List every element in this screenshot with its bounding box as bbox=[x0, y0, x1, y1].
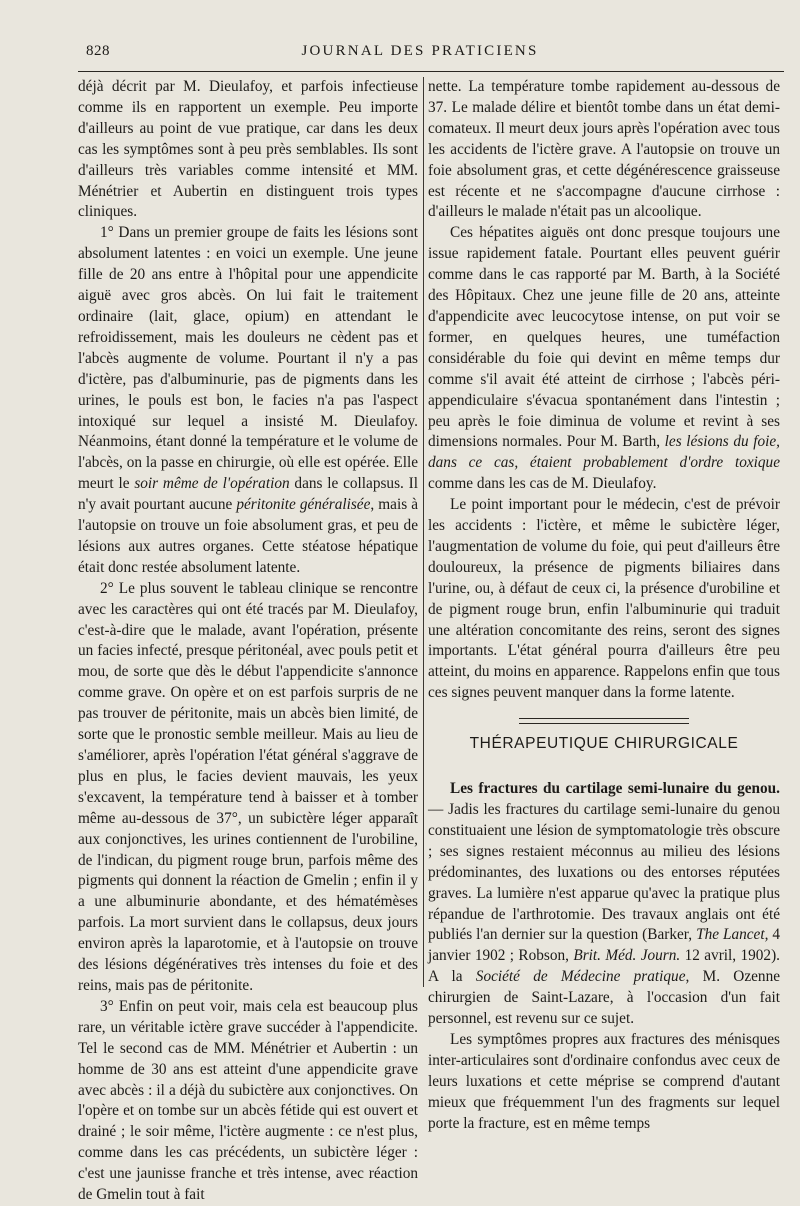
paragraph: déjà décrit par M. Dieulafoy, et parfois infectieuse comme ils en rapportent un exemple. Peu importe d'ailleurs au point de vue pratique, car dans les deux cas les symptômes sont à peu près semblables. Ils sont d'ailleurs très variables comme intensité et MM. Ménétrier et Aubertin en distinguent trois types cliniques. bbox=[78, 78, 418, 221]
paragraph: nette. La température tombe rapidement au-dessous de 37. Le malade délire et bientôt tombe dans un état demi-comateux. Il meurt deux jours après l'opération avec tous les accidents de l'ictère grave. A l'autopsie on trouve un foie absolument gras, et cette dégénérescence graisseuse est récente et ne s'accompagne d'aucune cirrhose : d'ailleurs le malade n'était pas un alcoolique. bbox=[428, 78, 780, 221]
section-heading: THÉRAPEUTIQUE CHIRURGICALE bbox=[469, 735, 739, 753]
column-divider bbox=[423, 77, 424, 987]
paragraph: 2° Le plus souvent le tableau clinique se rencontre avec les caractères qui ont été tracés par M. Dieulafoy, c'est-à-dire que le malade, avant l'opération, présente un facies infecté, presque péritonéal, avec pouls petit et mou, de sorte que dès le début l'appendicite s'annonce comme grave. On opère et on est parfois surpris de ne pas trouver de péritonite, mais un abcès bien limité, de sorte que le pronostic semble meilleur. Mais au lieu de s'améliorer, après l'opération l'état général s'aggrave de plus en plus, le facies devient mauvais, les yeux s'excavent, la température tend à baisser et à tomber même au-dessous de 37°, un subictère léger apparaît aux conjonctives, les urines contiennent de l'urobiline, de l'indican, du pigment rouge brun, parfois même des pigments qui donnent la réaction de Gmelin ; enfin il y a une albuminurie abondante, et des hématémèses parfois. La mort survient dans le collapsus, deux jours environ après la laparotomie, et à l'autopsie on trouve des lésions dégénératives très intenses du foie et des reins, mais pas de péritonite. bbox=[78, 579, 418, 994]
paragraph: Les symptômes propres aux fractures des ménisques inter-articulaires sont d'ordinaire confondus avec ceux de leurs luxations et cette méprise se comprend d'autant mieux que fréquemment l'un des fragments sur lequel porte la fracture, est en même temps bbox=[428, 1030, 780, 1132]
paragraph: Le point important pour le médecin, c'est de prévoir les accidents : l'ictère, et même le subictère léger, l'augmentation de volume du foie, qui peut d'ailleurs être douloureux, la présence de pigments biliaires dans l'urine, ou, à défaut de ceux ci, la présence d'urobiline et de pigment rouge brun, enfin l'albuminurie qui traduit une altération concomitante des reins, seront des signes importants. L'état général pourra d'ailleurs être peu atteint, du moins en apparence. Rappelons enfin que tous ces signes peuvent manquer dans la forme latente. bbox=[428, 496, 780, 702]
article-paragraph: Les fractures du cartilage semi-lunaire du genou. — Jadis les fractures du cartilage semi-lunaire du genou constituaient une lésion de symptomatologie très obscure ; ses signes restaient méconnus au milieu des lésions prédominantes, des luxations ou des entorses réputées graves. La lumière n'est apparue qu'avec la pratique plus répandue de l'arthrotomie. Des travaux anglais ont été publiés l'an dernier sur la question (Barker, The Lancet, 4 janvier 1902 ; Robson, Brit. Méd. Journ. 12 avril, 1902). A la Société de Médecine pratique, M. Ozenne chirurgien de Saint-Lazare, à l'occasion d'un fait personnel, est revenu sur ce sujet. bbox=[428, 780, 781, 1028]
header-rule bbox=[78, 71, 784, 72]
running-head: JOURNAL DES PRATICIENS bbox=[301, 43, 539, 59]
paragraph: 1° Dans un premier groupe de faits les lésions sont absolument latentes : en voici un exemple. Une jeune fille de 20 ans entre à l'hôpital pour une appendicite aiguë avec gros abcès. On lui fait le traitement ordinaire (lait, glace, opium) en attendant le refroidissement, mais les douleurs ne cèdent pas et l'abcès augmente de volume. Pourtant il n'y a pas d'ictère, pas d'albuminurie, pas de pigments dans les urines, le pouls est bon, le facies n'a pas l'aspect intoxiqué sur lequel a insisté M. Dieulafoy. Néanmoins, étant donné la température et le volume de l'abcès, on la passe en chirurgie, où elle est opérée. Elle meurt le soir même de l'opération dans le collapsus. Il n'y avait pourtant aucune péritonite généralisée, mais à l'autopsie on trouve un foie absolument gras, et peu de lésions aux autres organes. Cette stéatose hépatique était donc restée absolument latente. bbox=[78, 224, 419, 576]
left-column bbox=[78, 77, 419, 1204]
page-number: 828 bbox=[86, 43, 110, 59]
paragraph: 3° Enfin on peut voir, mais cela est beaucoup plus rare, un véritable ictère grave succéder à l'appendicite. Tel le second cas de MM. Ménétrier et Aubertin : un homme de 30 ans est atteint d'une appendicite grave avec abcès : il a déjà du subictère aux conjonctives. On l'opère et on tombe sur un abcès fétide qui est ouvert et drainé ; le soir même, l'ictère augmente : ce n'est plus, comme dans les cas précédents, un subictère léger : c'est une jaunisse franche et très intense, avec réaction de Gmelin tout à fait bbox=[78, 997, 418, 1204]
right-column bbox=[428, 77, 781, 1132]
paragraph: Ces hépatites aiguës ont donc presque toujours une issue rapidement fatale. Pourtant elles peuvent guérir comme dans le cas rapporté par M. Barth, à la Société des Hôpitaux. Chez une jeune fille de 20 ans, atteinte d'appendicite avec leucocytose intense, on put voir se former, en quelques heures, une tuméfaction considérable du foie qui devint en même temps dur comme s'il avait été atteint de cirrhose ; l'abcès péri-appendiculaire s'évacua spontanément dans l'intestin ; peu après le foie diminua de volume et revint à ses dimensions normales. Pour M. Barth, les lésions du foie, dans ce cas, étaient probablement d'ordre toxique comme dans les cas de M. Dieulafoy. bbox=[428, 224, 780, 493]
article-title: Les fractures du cartilage semi-lunaire du genou. bbox=[450, 780, 780, 798]
section-rule bbox=[519, 718, 689, 724]
